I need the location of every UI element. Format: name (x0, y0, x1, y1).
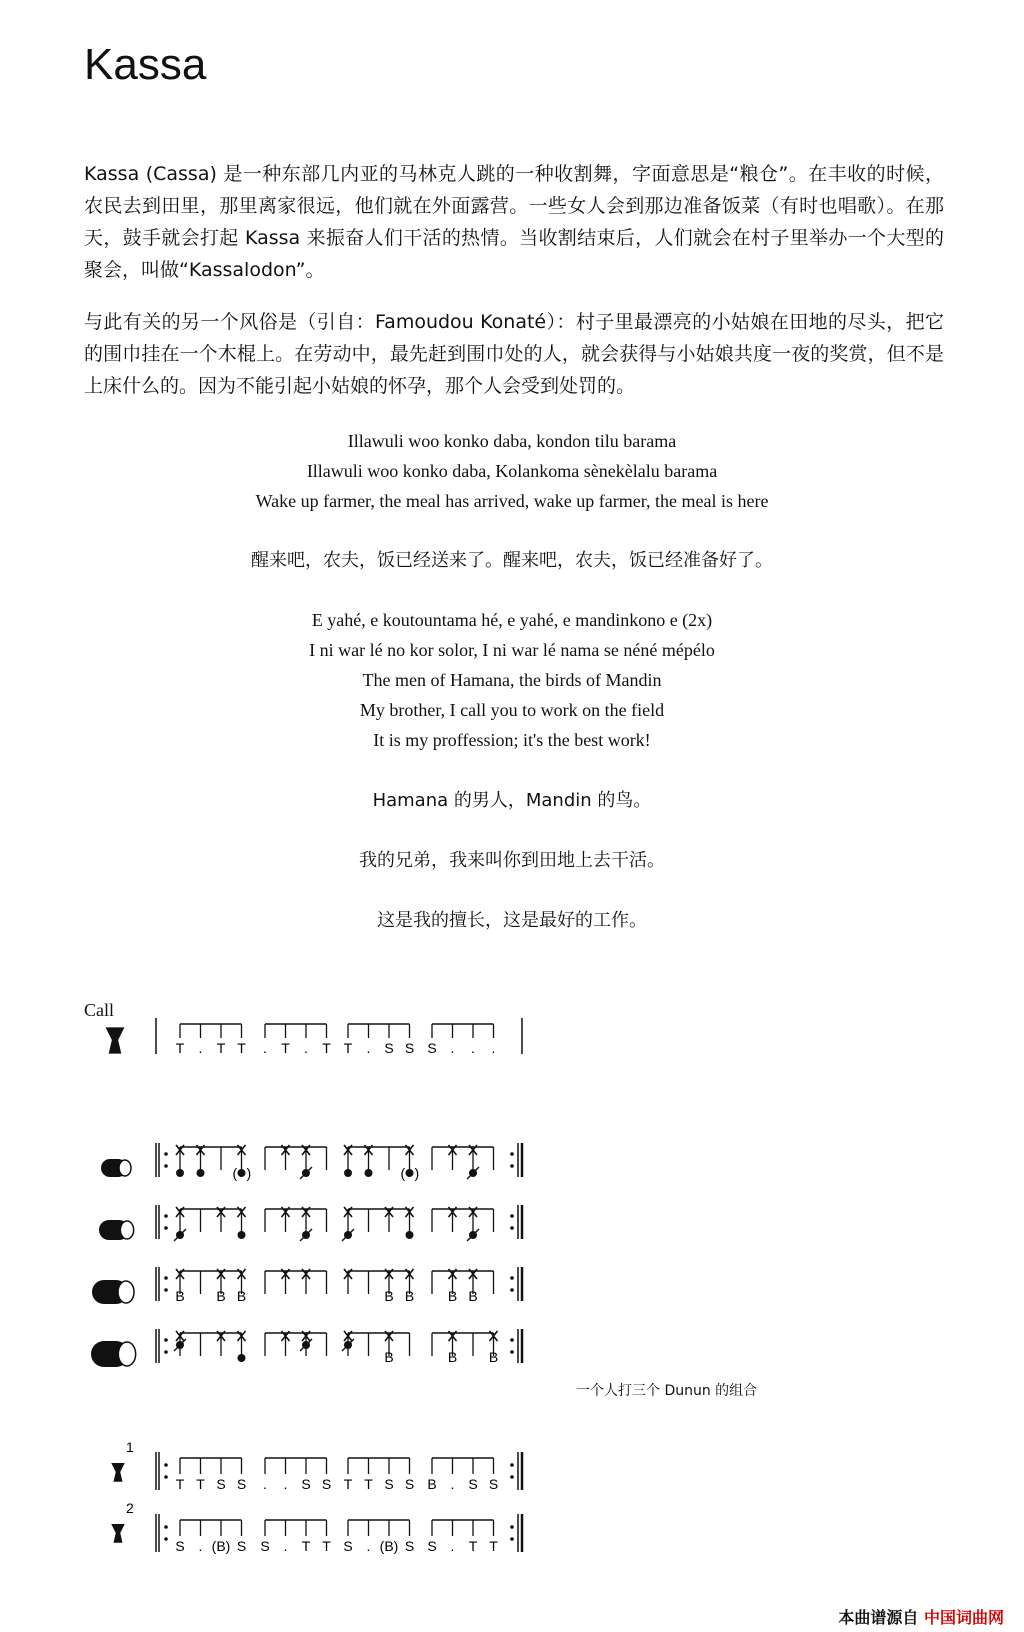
paren: ) (246, 1165, 252, 1181)
footer-source-label: 本曲谱源自 (838, 1608, 919, 1627)
djembe-note: (B) (379, 1538, 399, 1554)
repeat-dot (164, 1288, 168, 1292)
call-note: T (237, 1040, 246, 1056)
djembe-note: S (175, 1538, 185, 1554)
call-note: . (304, 1040, 308, 1056)
repeat-dot (510, 1226, 514, 1230)
djembe-note: T (343, 1476, 353, 1492)
djembe-note: S (384, 1476, 394, 1492)
sangban-icon-head (120, 1221, 133, 1239)
bass-note: B (468, 1288, 478, 1304)
part-number: 2 (126, 1500, 134, 1516)
call-note: T (175, 1040, 185, 1056)
bass-note: B (447, 1349, 458, 1365)
djembe-note: S (321, 1476, 332, 1492)
djembe-note: (B) (211, 1538, 231, 1554)
call-note: . (198, 1040, 203, 1056)
djembe-note: T (301, 1538, 311, 1554)
djembe-note: . (283, 1538, 288, 1554)
djembe-note: S (404, 1538, 415, 1554)
call-note: . (263, 1040, 267, 1056)
call-note: . (491, 1040, 496, 1056)
djembe-note: . (283, 1476, 288, 1492)
djembe-note: S (343, 1538, 353, 1554)
djembe-note: B (427, 1476, 437, 1492)
djembe-note: . (450, 1538, 455, 1554)
repeat-dot (164, 1463, 168, 1467)
repeat-dot (510, 1463, 514, 1467)
call-note: . (471, 1040, 475, 1056)
repeat-dot (164, 1537, 168, 1541)
djembe-note: S (216, 1476, 226, 1492)
call-note: S (384, 1040, 394, 1056)
open-stroke (344, 1169, 352, 1177)
repeat-dot (510, 1525, 514, 1529)
repeat-dot (164, 1350, 168, 1354)
lyric-line: It is my proffession; it's the best work! (373, 730, 651, 750)
repeat-dot (164, 1338, 168, 1342)
open-stroke (365, 1169, 373, 1177)
lyric-line: I ni war lé no kor solor, I ni war lé nama se néné mépélo (309, 640, 715, 660)
repeat-dot (510, 1288, 514, 1292)
open-stroke (238, 1354, 246, 1362)
djembe-note: S (468, 1476, 478, 1492)
lyric-translation: 这是我的擅长，这是最好的工作。 (377, 910, 647, 931)
lyric-line: Illawuli woo konko daba, Kolankoma sènekèlalu barama (306, 461, 718, 481)
open-stroke (238, 1169, 246, 1177)
paren: ( (400, 1165, 406, 1181)
repeat-dot (510, 1350, 514, 1354)
djembe-icon (106, 1027, 125, 1053)
call-note: . (450, 1040, 455, 1056)
bass-note: B (175, 1288, 185, 1304)
paren: ( (232, 1165, 238, 1181)
dundunba-icon-head (118, 1281, 134, 1303)
djembe-note: . (450, 1476, 455, 1492)
bass-note: B (236, 1288, 247, 1304)
open-stroke (176, 1169, 184, 1177)
bass-note: B (384, 1349, 394, 1365)
djembe-note: S (301, 1476, 311, 1492)
call-note: S (404, 1040, 415, 1056)
lyric-line: Wake up farmer, the meal has arrived, wake up farmer, the meal is here (255, 491, 769, 511)
lyric-line: Illawuli woo konko daba, kondon tilu barama (347, 431, 677, 451)
call-note: T (281, 1040, 290, 1056)
page-title: Kassa (84, 40, 207, 89)
bass-note: B (488, 1349, 499, 1365)
footer-site-name: 中国词曲网 (923, 1608, 1004, 1627)
call-note: T (322, 1040, 331, 1056)
djembe-note: T (364, 1476, 373, 1492)
open-stroke (406, 1169, 414, 1177)
call-note: . (366, 1040, 371, 1056)
repeat-dot (510, 1164, 514, 1168)
djembe-note: . (198, 1538, 203, 1554)
djembe-note: T (489, 1538, 498, 1554)
djembe-note: T (322, 1538, 331, 1554)
paren: ) (414, 1165, 420, 1181)
repeat-dot (164, 1164, 168, 1168)
djembe-note: S (260, 1538, 270, 1554)
lyric-translation: 我的兄弟，我来叫你到田地上去干活。 (359, 850, 665, 871)
call-label: Call (84, 1000, 114, 1020)
lyric-line: E yahé, e koutountama hé, e yahé, e mandinkono e (2x) (311, 610, 713, 630)
djembe-icon (111, 1463, 125, 1482)
open-stroke (406, 1231, 414, 1239)
djembe-icon (111, 1524, 125, 1543)
open-stroke (197, 1169, 205, 1177)
bass-note: B (404, 1288, 415, 1304)
bass-note: B (384, 1288, 394, 1304)
repeat-dot (164, 1214, 168, 1218)
open-stroke (238, 1231, 246, 1239)
repeat-dot (510, 1338, 514, 1342)
repeat-dot (164, 1525, 168, 1529)
djembe-note: S (236, 1538, 247, 1554)
djembe-note: . (263, 1476, 267, 1492)
lyric-line: My brother, I call you to work on the field (359, 700, 665, 720)
kenkeni-icon-head (119, 1160, 131, 1176)
repeat-dot (510, 1537, 514, 1541)
djembe-note: T (175, 1476, 185, 1492)
lyric-translation: 醒来吧，农夫，饭已经送来了。醒来吧，农夫，饭已经准备好了。 (251, 550, 773, 571)
repeat-dot (164, 1276, 168, 1280)
dunun-set-icon-head (118, 1342, 135, 1366)
djembe-note: S (236, 1476, 247, 1492)
repeat-dot (164, 1226, 168, 1230)
lyric-translation: Hamana 的男人，Mandin 的鸟。 (372, 790, 652, 811)
call-note: T (216, 1040, 226, 1056)
repeat-dot (510, 1276, 514, 1280)
dunun-combo-note: 一个人打三个 Dunun 的组合 (576, 1383, 758, 1399)
repeat-dot (510, 1475, 514, 1479)
repeat-dot (164, 1475, 168, 1479)
lyric-line: The men of Hamana, the birds of Mandin (362, 670, 662, 690)
djembe-note: S (488, 1476, 499, 1492)
intro-paragraph: Kassa (Cassa) 是一种东部几内亚的马林克人跳的一种收割舞，字面意思是“粮仓”。在丰收的时候，农民去到田里，那里离家很远，他们就在外面露营。一些女人会到那边准备饭菜（有时也唱歌）。在那天，鼓手就会打起 Kassa 来振奋人们干活的热情。当收割结束后，人们就会在村子里举办一个大型的聚会，叫做“Kassalodon”。 (84, 163, 944, 281)
part-number: 1 (126, 1439, 134, 1455)
djembe-note: . (366, 1538, 371, 1554)
repeat-dot (510, 1152, 514, 1156)
source-footer (838, 1605, 1004, 1628)
call-note: S (427, 1040, 437, 1056)
repeat-dot (164, 1152, 168, 1156)
djembe-note: S (427, 1538, 437, 1554)
bass-note: B (447, 1288, 458, 1304)
bass-note: B (216, 1288, 226, 1304)
djembe-note: S (404, 1476, 415, 1492)
djembe-note: T (468, 1538, 478, 1554)
custom-paragraph: 与此有关的另一个风俗是（引自：Famoudou Konaté）：村子里最漂亮的小姑娘在田地的尽头，把它的围巾挂在一个木棍上。在劳动中，最先赶到围巾处的人，就会获得与小姑娘共度一夜的奖赏，但不是上床什么的。因为不能引起小姑娘的怀孕，那个人会受到处罚的。 (84, 311, 944, 397)
call-note: T (343, 1040, 353, 1056)
repeat-dot (510, 1214, 514, 1218)
djembe-note: T (196, 1476, 205, 1492)
